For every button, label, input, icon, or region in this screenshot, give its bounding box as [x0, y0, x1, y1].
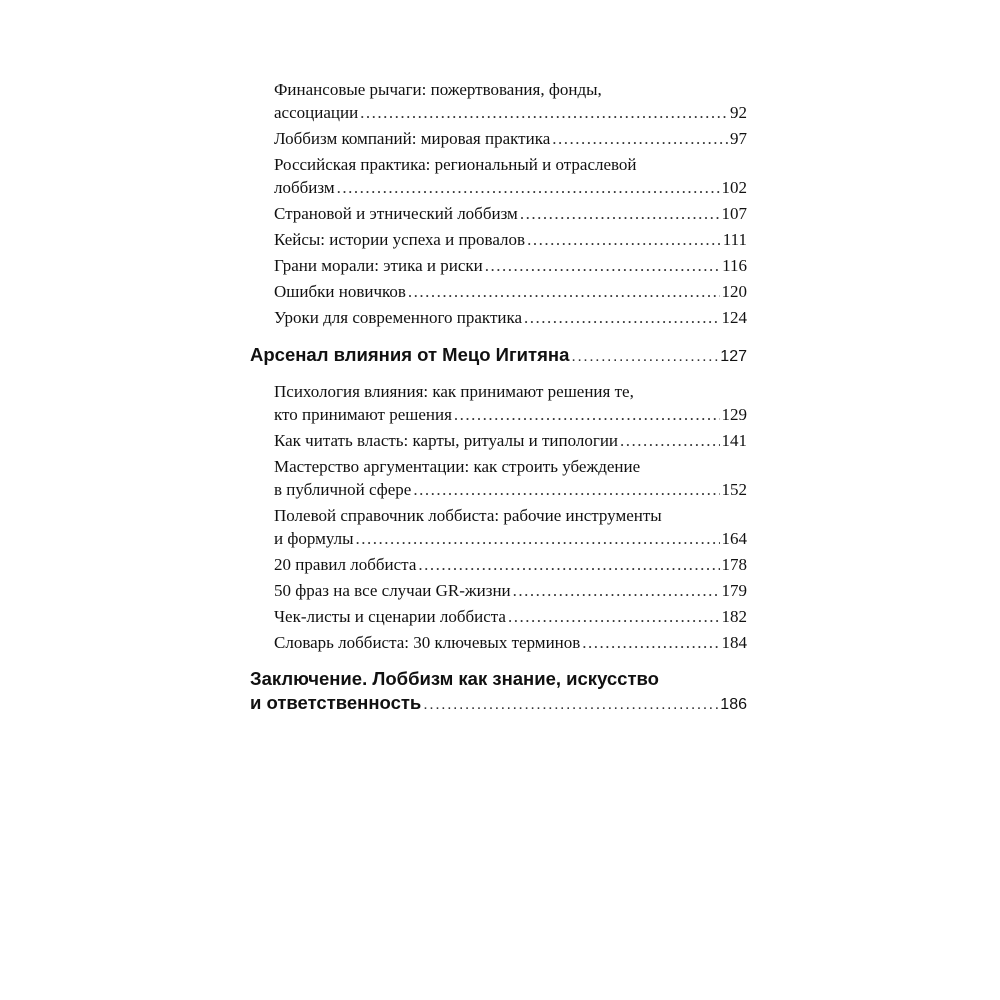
page-number: 124 [721, 308, 747, 327]
toc-entry-title-line1 [274, 504, 747, 527]
dot-leader [485, 254, 720, 277]
toc-entry-title-cont: кто принимают решения [274, 405, 452, 424]
toc-entry-title: Психология влияния: как принимают решения те, [274, 382, 634, 401]
page-number: 129 [721, 405, 747, 424]
page-number: 182 [721, 607, 747, 626]
toc-entry [250, 153, 747, 199]
page-number: 179 [721, 581, 747, 600]
toc-entry [250, 228, 747, 251]
dot-leader [508, 605, 720, 628]
toc-entry [250, 380, 747, 426]
toc-section-heading [250, 343, 747, 369]
toc-entry [250, 605, 747, 628]
toc-entry-title-cont: лоббизм [274, 178, 335, 197]
toc-entry-title-line1 [274, 380, 747, 403]
toc-entry-title: Кейсы: истории успеха и провалов [274, 230, 526, 249]
dot-leader [620, 429, 719, 452]
toc-entry [250, 455, 747, 501]
dot-leader [423, 693, 718, 717]
toc-entry-title-line1 [274, 78, 747, 101]
page-number: 164 [721, 529, 747, 548]
toc-entry-last-line [274, 429, 747, 452]
toc-entry-last-line [274, 176, 747, 199]
toc-entry-title-line1 [274, 455, 747, 478]
dot-leader [513, 579, 720, 602]
page-number: 102 [721, 178, 747, 197]
toc-entry-last-line [274, 202, 747, 225]
section-title-cont: и ответственность [250, 692, 422, 713]
page-number: 111 [722, 230, 747, 249]
table-of-contents [250, 78, 747, 728]
toc-entry-last-line [274, 605, 747, 628]
toc-entry [250, 429, 747, 452]
toc-entry-title: Как читать власть: карты, ритуалы и типологии [274, 431, 619, 450]
toc-entry [250, 127, 747, 150]
toc-entry-title: Лоббизм компаний: мировая практика [274, 129, 551, 148]
dot-leader [571, 345, 718, 369]
toc-entry-title-cont: в публичной сфере [274, 480, 412, 499]
page-number: 120 [721, 282, 747, 301]
toc-entry [250, 306, 747, 329]
toc-entry-title: Полевой справочник лоббиста: рабочие инструменты [274, 506, 662, 525]
toc-entry-title: Страновой и этнический лоббизм [274, 204, 518, 223]
toc-entry-title: Грани морали: этика и риски [274, 256, 483, 275]
page-number: 116 [722, 256, 747, 275]
toc-entry-title-cont: и формулы [274, 529, 354, 548]
dot-leader [527, 228, 721, 251]
toc-entry-last-line [274, 478, 747, 501]
dot-leader [552, 127, 728, 150]
page-number: 152 [721, 480, 747, 499]
page-number: 107 [721, 204, 747, 223]
toc-entry [250, 631, 747, 654]
toc-entry-last-line [274, 579, 747, 602]
toc-entry-title: 20 правил лоббиста [274, 555, 417, 574]
toc-section-line [250, 343, 747, 369]
toc-entry [250, 202, 747, 225]
page-number: 127 [720, 348, 747, 365]
toc-entry-title: Российская практика: региональный и отраслевой [274, 155, 637, 174]
page-number: 186 [720, 696, 747, 713]
toc-section-title-line1 [250, 667, 747, 691]
dot-leader [582, 631, 719, 654]
toc-entry-last-line [274, 306, 747, 329]
page-number: 178 [721, 555, 747, 574]
page-number: 97 [730, 129, 747, 148]
toc-entry-last-line [274, 403, 747, 426]
toc-entry-title-cont: ассоциации [274, 103, 359, 122]
section-title: Заключение. Лоббизм как знание, искусство [250, 668, 659, 689]
page-number: 184 [721, 633, 747, 652]
toc-entry [250, 553, 747, 576]
toc-entry-last-line [274, 254, 747, 277]
toc-entry [250, 504, 747, 550]
toc-entry-title: Мастерство аргументации: как строить убеждение [274, 457, 641, 476]
toc-entry-last-line [274, 127, 747, 150]
toc-section-line [250, 691, 747, 717]
toc-entry-last-line [274, 631, 747, 654]
dot-leader [454, 403, 720, 426]
toc-entry [250, 254, 747, 277]
toc-entry [250, 78, 747, 124]
dot-leader [408, 280, 720, 303]
page-number: 141 [721, 431, 747, 450]
toc-entry-title-line1 [274, 153, 747, 176]
toc-entry-title: Словарь лоббиста: 30 ключевых терминов [274, 633, 581, 652]
toc-entry-last-line [274, 228, 747, 251]
dot-leader [418, 553, 719, 576]
toc-entry [250, 280, 747, 303]
toc-section-heading [250, 667, 747, 717]
toc-entry [250, 579, 747, 602]
toc-entry-title: Финансовые рычаги: пожертвования, фонды, [274, 80, 602, 99]
toc-entry-title: Чек-листы и сценарии лоббиста [274, 607, 506, 626]
toc-entry-title: 50 фраз на все случаи GR-жизни [274, 581, 511, 600]
toc-entry-title: Уроки для современного практика [274, 308, 523, 327]
toc-entry-last-line [274, 280, 747, 303]
dot-leader [337, 176, 720, 199]
toc-entry-title: Ошибки новичков [274, 282, 406, 301]
dot-leader [356, 527, 720, 550]
dot-leader [524, 306, 719, 329]
toc-entry-last-line [274, 101, 747, 124]
toc-entry-last-line [274, 553, 747, 576]
toc-entry-last-line [274, 527, 747, 550]
dot-leader [360, 101, 728, 124]
dot-leader [520, 202, 720, 225]
section-title: Арсенал влияния от Мецо Игитяна [250, 344, 570, 365]
dot-leader [413, 478, 719, 501]
page-number: 92 [730, 103, 747, 122]
